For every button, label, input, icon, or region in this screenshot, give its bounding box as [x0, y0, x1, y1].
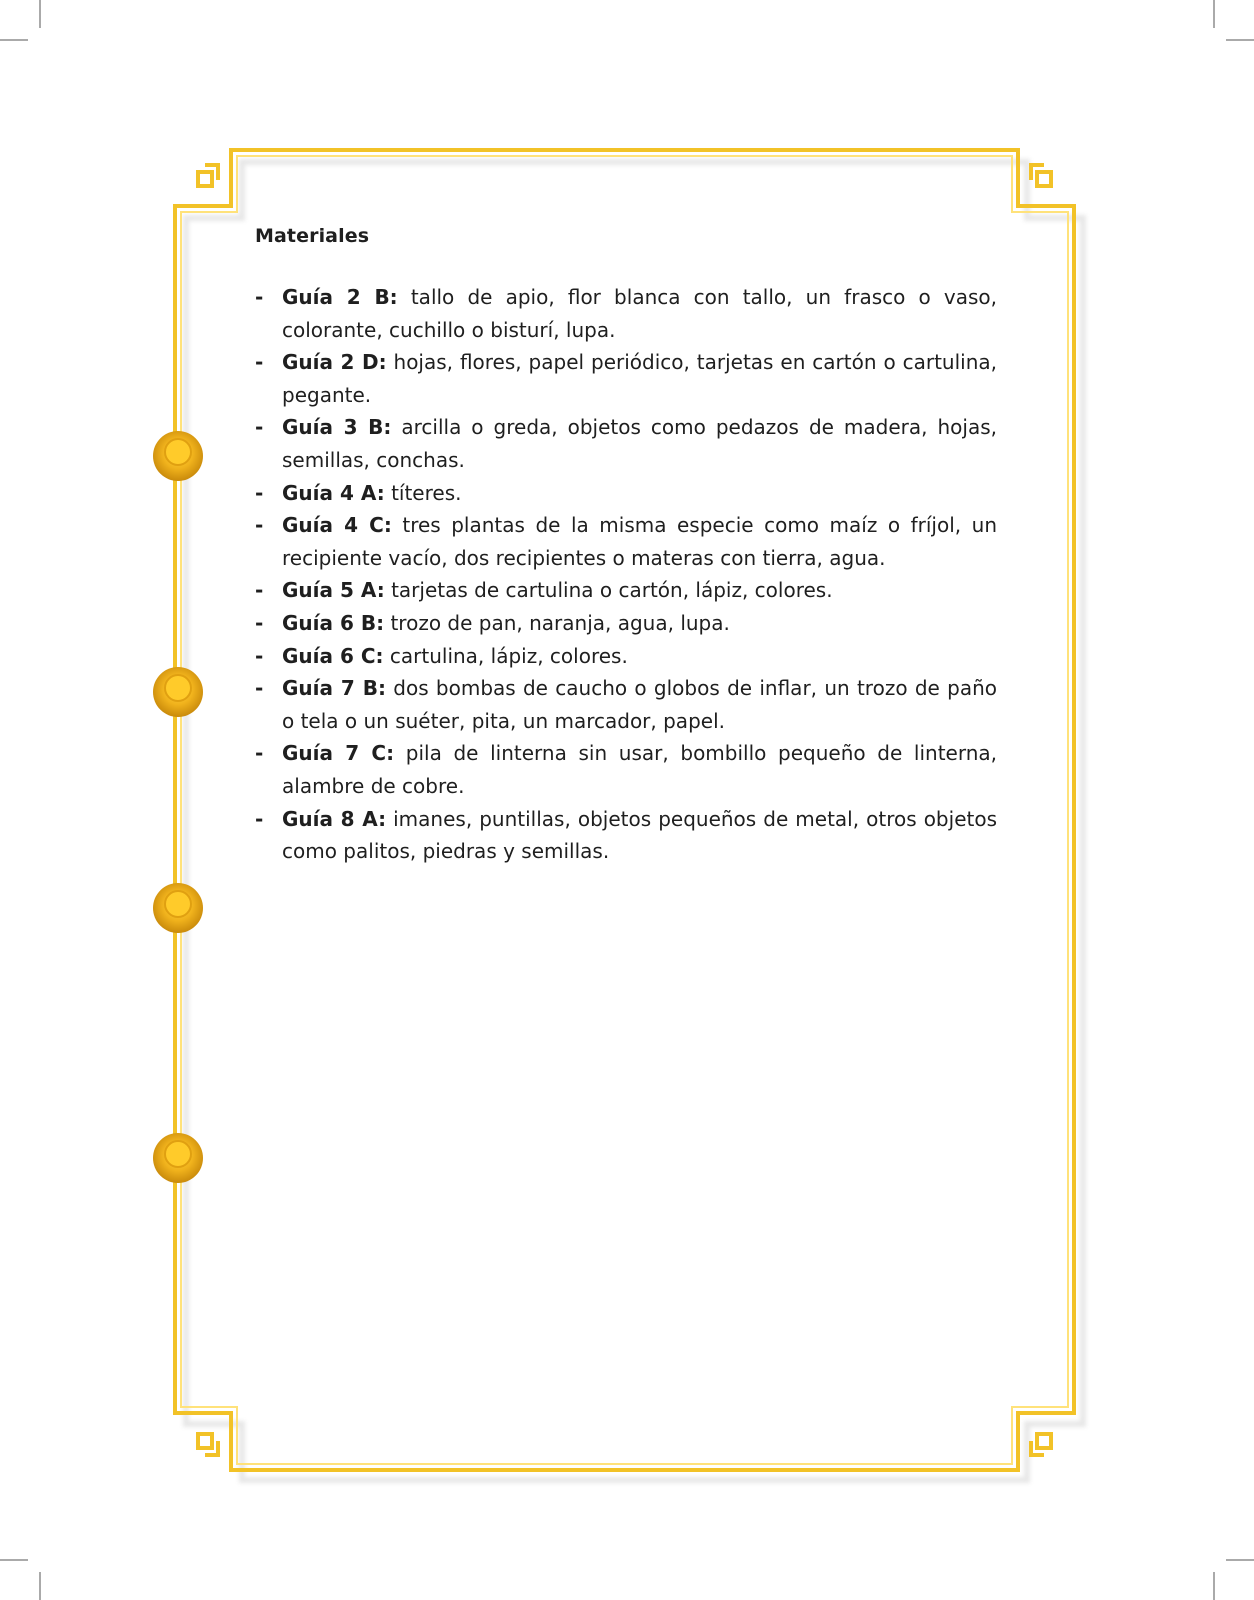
list-marker: -	[255, 806, 264, 831]
list-item	[255, 411, 997, 476]
guide-materials: tarjetas de cartulina o cartón, lápiz, colores.	[391, 578, 833, 603]
list-marker: -	[255, 415, 264, 440]
list-marker: -	[255, 741, 264, 766]
guide-label: Guía 7 B:	[282, 676, 386, 701]
guide-materials: hojas, flores, papel periódico, tarjetas en cartón o cartulina, pegante.	[282, 350, 998, 407]
guide-label: Guía 4 A:	[282, 480, 385, 505]
guide-materials: cartulina, lápiz, colores.	[389, 643, 628, 668]
guide-label: Guía 3 B:	[282, 415, 392, 440]
list-marker: -	[255, 578, 264, 603]
guide-materials: tres plantas de la misma especie como maíz o fríjol, un recipiente vacío, dos recipientes o materas con tierra, agua.	[282, 513, 997, 570]
list-item	[255, 281, 997, 346]
guide-materials: tallo de apio, flor blanca con tallo, un frasco o vaso, colorante, cuchillo o bisturí, lupa.	[282, 285, 997, 342]
list-marker: -	[255, 643, 264, 668]
guide-materials: dos bombas de caucho o globos de inflar, un trozo de paño o tela o un suéter, pita, un marcador, papel.	[282, 676, 997, 733]
list-item	[255, 509, 997, 574]
materials-list	[255, 281, 997, 868]
guide-label: Guía 6 C:	[282, 643, 384, 668]
guide-label: Guía 4 C:	[282, 513, 392, 538]
list-marker: -	[255, 350, 264, 375]
list-marker: -	[255, 480, 264, 505]
list-marker: -	[255, 513, 264, 538]
guide-label: Guía 5 A:	[282, 578, 385, 603]
guide-materials: títeres.	[391, 480, 462, 505]
list-item	[255, 607, 997, 640]
guide-label: Guía 7 C:	[282, 741, 395, 766]
ring-icon	[153, 667, 203, 717]
guide-materials: arcilla o greda, objetos como pedazos de madera, hojas, semillas, conchas.	[282, 415, 997, 472]
guide-materials: pila de linterna sin usar, bombillo pequeño de linterna, alambre de cobre.	[282, 741, 998, 798]
ring-icon	[153, 431, 203, 481]
binder-rings	[153, 431, 203, 1183]
list-item	[255, 574, 997, 607]
list-marker: -	[255, 610, 264, 635]
list-item	[255, 640, 997, 673]
guide-materials: imanes, puntillas, objetos pequeños de metal, otros objetos como palitos, piedras y semillas.	[282, 806, 997, 864]
content	[255, 225, 997, 868]
guide-label: Guía 2 D:	[282, 350, 387, 375]
guide-label: Guía 8 A:	[282, 806, 387, 831]
list-item	[255, 477, 997, 510]
list-item	[255, 803, 997, 868]
ring-icon	[153, 883, 203, 933]
guide-materials: trozo de pan, naranja, agua, lupa.	[390, 610, 730, 635]
list-marker: -	[255, 676, 264, 701]
list-item	[255, 346, 997, 411]
list-item	[255, 737, 997, 802]
guide-label: Guía 2 B:	[282, 285, 398, 309]
list-marker: -	[255, 285, 264, 309]
section-heading: Materiales	[255, 225, 370, 247]
guide-label: Guía 6 B:	[282, 610, 385, 635]
ring-icon	[153, 1133, 203, 1183]
list-item	[255, 672, 997, 737]
